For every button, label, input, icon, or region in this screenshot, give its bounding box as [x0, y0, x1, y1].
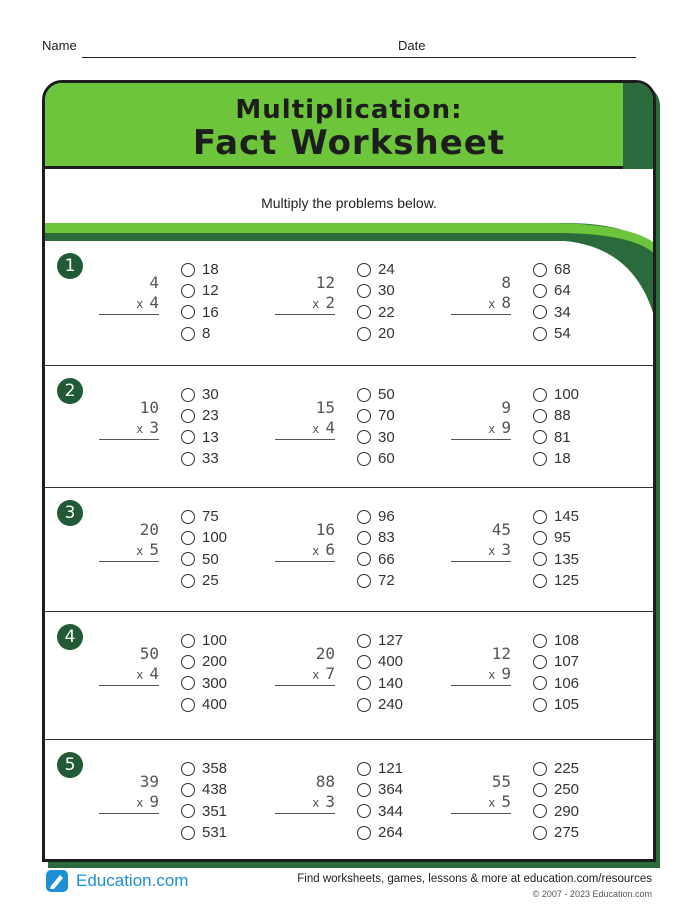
answer-choice[interactable] — [357, 323, 395, 344]
radio-bubble-icon[interactable] — [533, 655, 547, 669]
radio-bubble-icon[interactable] — [533, 574, 547, 588]
answer-choice-label: 358 — [202, 760, 228, 778]
times-sign: x — [136, 297, 144, 311]
answer-choice-label: 225 — [554, 760, 580, 778]
answer-choice-label: 23 — [202, 407, 219, 425]
answer-choice-label: 34 — [554, 303, 571, 321]
times-sign: x — [312, 668, 320, 682]
answer-choice[interactable] — [357, 527, 395, 548]
answer-choice[interactable] — [357, 448, 395, 469]
answer-choice-label: 72 — [378, 572, 395, 590]
multiplier-line — [99, 418, 159, 440]
multiplication-problem — [275, 398, 335, 440]
answer-choice[interactable] — [533, 506, 579, 527]
answer-choice-label: 264 — [378, 824, 404, 842]
answer-choice-label: 24 — [378, 261, 395, 279]
radio-bubble-icon[interactable] — [357, 698, 371, 712]
answer-choice-label: 240 — [378, 696, 404, 714]
answer-choice[interactable] — [357, 630, 403, 651]
answer-choice-label: 12 — [202, 282, 219, 300]
answer-choice-label: 81 — [554, 428, 571, 446]
radio-bubble-icon[interactable] — [357, 552, 371, 566]
multiplier: 9 — [501, 418, 511, 437]
multiplicand: 45 — [491, 520, 511, 539]
date-label: Date — [398, 38, 426, 53]
answer-choice-label: 108 — [554, 632, 580, 650]
radio-bubble-icon[interactable] — [357, 388, 371, 402]
answer-choice[interactable] — [533, 405, 579, 426]
multiplicand: 15 — [315, 398, 335, 417]
answer-choice[interactable] — [181, 427, 219, 448]
radio-bubble-icon[interactable] — [357, 409, 371, 423]
answer-choice-label: 364 — [378, 781, 404, 799]
row-number-badge: 3 — [57, 500, 83, 526]
answer-choice-label: 66 — [378, 550, 395, 568]
answer-choice-label: 30 — [378, 428, 395, 446]
radio-bubble-icon[interactable] — [181, 804, 195, 818]
footer-find-text[interactable]: Find worksheets, games, lessons & more at education.com/resources — [297, 873, 652, 885]
answer-choices — [357, 384, 395, 469]
answer-choice[interactable] — [181, 384, 219, 405]
answer-choice[interactable] — [181, 694, 227, 715]
answer-choice-label: 200 — [202, 653, 228, 671]
answer-choice-label: 54 — [554, 325, 571, 343]
multiplier: 5 — [149, 540, 159, 559]
multiplier-line — [275, 664, 335, 686]
answer-choice[interactable] — [181, 259, 219, 280]
multiplicand: 50 — [139, 644, 159, 663]
multiplier-line — [99, 664, 159, 686]
radio-bubble-icon[interactable] — [357, 452, 371, 466]
answer-choice-label: 25 — [202, 572, 219, 590]
radio-bubble-icon[interactable] — [533, 305, 547, 319]
answer-choice-label: 140 — [378, 674, 404, 692]
multiplicand: 4 — [149, 273, 159, 292]
radio-bubble-icon[interactable] — [533, 531, 547, 545]
answer-choices — [357, 630, 403, 715]
answer-choice[interactable] — [357, 758, 403, 779]
answer-choice-label: 107 — [554, 653, 580, 671]
multiplication-problem — [451, 273, 511, 315]
multiplier: 4 — [149, 664, 159, 683]
answer-choice-label: 18 — [554, 450, 571, 468]
times-sign: x — [312, 796, 320, 810]
multiplication-problem — [451, 772, 511, 814]
title-line-2: Fact Worksheet — [192, 123, 506, 163]
radio-bubble-icon[interactable] — [357, 783, 371, 797]
name-date-line — [42, 38, 636, 60]
answer-choice-label: 60 — [378, 450, 395, 468]
radio-bubble-icon[interactable] — [181, 655, 195, 669]
multiplier-line — [99, 293, 159, 315]
times-sign: x — [312, 297, 320, 311]
answer-choice[interactable] — [357, 259, 395, 280]
answer-choice-label: 68 — [554, 261, 571, 279]
answer-choice[interactable] — [533, 822, 579, 843]
answer-choice-label: 96 — [378, 508, 395, 526]
multiplicand: 16 — [315, 520, 335, 539]
answer-choice[interactable] — [533, 651, 579, 672]
answer-choices — [181, 384, 219, 469]
radio-bubble-icon[interactable] — [533, 804, 547, 818]
row-number-badge: 5 — [57, 752, 83, 778]
footer-copyright: © 2007 - 2023 Education.com — [532, 889, 652, 899]
answer-choice-label: 16 — [202, 303, 219, 321]
answer-choice[interactable] — [533, 527, 579, 548]
answer-choice[interactable] — [181, 549, 227, 570]
answer-choice-label: 100 — [202, 529, 228, 547]
radio-bubble-icon[interactable] — [181, 552, 195, 566]
answer-choices — [181, 506, 227, 591]
answer-choice[interactable] — [533, 694, 579, 715]
multiplicand: 8 — [501, 273, 511, 292]
multiplier-line — [99, 540, 159, 562]
radio-bubble-icon[interactable] — [181, 698, 195, 712]
multiplicand: 20 — [315, 644, 335, 663]
radio-bubble-icon[interactable] — [357, 531, 371, 545]
answer-choice-label: 22 — [378, 303, 395, 321]
radio-bubble-icon[interactable] — [533, 409, 547, 423]
answer-choice[interactable] — [357, 280, 395, 301]
answer-choices — [533, 758, 579, 843]
radio-bubble-icon[interactable] — [357, 305, 371, 319]
radio-bubble-icon[interactable] — [181, 452, 195, 466]
answer-choice[interactable] — [533, 280, 571, 301]
answer-choices — [357, 758, 403, 843]
answer-choice[interactable] — [533, 427, 579, 448]
answer-choice-label: 400 — [202, 696, 228, 714]
pencil-logo-icon — [44, 868, 70, 894]
multiplier: 3 — [501, 540, 511, 559]
problem-row — [45, 487, 653, 611]
answer-choice-label: 438 — [202, 781, 228, 799]
answer-choice[interactable] — [181, 822, 227, 843]
radio-bubble-icon[interactable] — [181, 284, 195, 298]
multiplication-problem — [99, 772, 159, 814]
answer-choice-label: 300 — [202, 674, 228, 692]
multiplier-line — [275, 792, 335, 814]
multiplication-problem — [275, 273, 335, 315]
answer-choice[interactable] — [533, 448, 579, 469]
answer-choice[interactable] — [533, 570, 579, 591]
multiplication-problem — [275, 644, 335, 686]
row-number-badge: 4 — [57, 624, 83, 650]
answer-choice-label: 50 — [202, 550, 219, 568]
radio-bubble-icon[interactable] — [357, 430, 371, 444]
answer-choice[interactable] — [181, 405, 219, 426]
title-line-1: Multiplication: — [235, 95, 463, 125]
multiplier: 2 — [325, 293, 335, 312]
answer-choice[interactable] — [357, 673, 403, 694]
problem-row — [45, 365, 653, 487]
answer-choice-label: 125 — [554, 572, 580, 590]
multiplier: 7 — [325, 664, 335, 683]
answer-choice-label: 344 — [378, 802, 404, 820]
multiplication-problem — [99, 273, 159, 315]
multiplier-line — [275, 418, 335, 440]
radio-bubble-icon[interactable] — [533, 762, 547, 776]
multiplication-problem — [451, 644, 511, 686]
radio-bubble-icon[interactable] — [357, 263, 371, 277]
times-sign: x — [136, 668, 144, 682]
answer-choices — [181, 758, 227, 843]
radio-bubble-icon[interactable] — [357, 327, 371, 341]
multiplier-line — [275, 293, 335, 315]
multiplier-line — [451, 418, 511, 440]
answer-choices — [533, 259, 571, 344]
answer-choices — [533, 384, 579, 469]
radio-bubble-icon[interactable] — [357, 676, 371, 690]
times-sign: x — [312, 544, 320, 558]
multiplier-line — [451, 540, 511, 562]
answer-choice[interactable] — [357, 694, 403, 715]
answer-choice-label: 100 — [554, 386, 580, 404]
answer-choice[interactable] — [533, 384, 579, 405]
answer-choice-label: 121 — [378, 760, 404, 778]
name-label: Name — [42, 38, 77, 53]
radio-bubble-icon[interactable] — [181, 762, 195, 776]
multiplicand: 12 — [491, 644, 511, 663]
radio-bubble-icon[interactable] — [181, 305, 195, 319]
answer-choice-label: 64 — [554, 282, 571, 300]
radio-bubble-icon[interactable] — [181, 783, 195, 797]
answer-choice[interactable] — [181, 280, 219, 301]
title-band — [45, 83, 653, 169]
multiplication-problem — [275, 772, 335, 814]
answer-choice[interactable] — [181, 673, 227, 694]
times-sign: x — [136, 422, 144, 436]
answer-choice[interactable] — [181, 448, 219, 469]
problem-row — [45, 739, 653, 862]
education-logo[interactable] — [44, 868, 188, 894]
multiplication-problem — [275, 520, 335, 562]
answer-choice-label: 83 — [378, 529, 395, 547]
answer-choice-label: 50 — [378, 386, 395, 404]
answer-choice[interactable] — [357, 549, 395, 570]
date-field[interactable] — [392, 57, 636, 58]
answer-choices — [533, 506, 579, 591]
radio-bubble-icon[interactable] — [357, 826, 371, 840]
multiplier: 6 — [325, 540, 335, 559]
answer-choice-label: 400 — [378, 653, 404, 671]
radio-bubble-icon[interactable] — [357, 762, 371, 776]
instructions: Multiply the problems below. — [261, 195, 437, 211]
radio-bubble-icon[interactable] — [533, 676, 547, 690]
answer-choice[interactable] — [181, 779, 227, 800]
multiplier-line — [451, 664, 511, 686]
answer-choice[interactable] — [357, 651, 403, 672]
multiplication-problem — [99, 644, 159, 686]
answer-choice-label: 88 — [554, 407, 571, 425]
answer-choices — [357, 506, 395, 591]
radio-bubble-icon[interactable] — [357, 804, 371, 818]
answer-choice[interactable] — [533, 302, 571, 323]
answer-choices — [357, 259, 395, 344]
times-sign: x — [136, 796, 144, 810]
answer-choice[interactable] — [533, 758, 579, 779]
answer-choice-label: 33 — [202, 450, 219, 468]
answer-choice-label: 95 — [554, 529, 571, 547]
radio-bubble-icon[interactable] — [181, 409, 195, 423]
answer-choice[interactable] — [533, 323, 571, 344]
times-sign: x — [488, 796, 496, 810]
multiplier: 4 — [325, 418, 335, 437]
multiplicand: 39 — [139, 772, 159, 791]
answer-choice-label: 30 — [378, 282, 395, 300]
radio-bubble-icon[interactable] — [533, 452, 547, 466]
multiplicand: 55 — [491, 772, 511, 791]
worksheet-frame — [42, 80, 656, 862]
times-sign: x — [488, 668, 496, 682]
answer-choice-label: 105 — [554, 696, 580, 714]
radio-bubble-icon[interactable] — [181, 327, 195, 341]
answer-choice[interactable] — [181, 801, 227, 822]
answer-choice[interactable] — [181, 630, 227, 651]
multiplicand: 9 — [501, 398, 511, 417]
answer-choice-label: 275 — [554, 824, 580, 842]
answer-choice-label: 135 — [554, 550, 580, 568]
answer-choice[interactable] — [357, 302, 395, 323]
radio-bubble-icon[interactable] — [181, 574, 195, 588]
radio-bubble-icon[interactable] — [533, 327, 547, 341]
multiplier-line — [275, 540, 335, 562]
answer-choice-label: 75 — [202, 508, 219, 526]
name-field[interactable] — [82, 57, 392, 58]
radio-bubble-icon[interactable] — [533, 263, 547, 277]
radio-bubble-icon[interactable] — [357, 655, 371, 669]
multiplication-problem — [99, 398, 159, 440]
answer-choice-label: 531 — [202, 824, 228, 842]
answer-choice[interactable] — [357, 779, 403, 800]
radio-bubble-icon[interactable] — [181, 826, 195, 840]
radio-bubble-icon[interactable] — [181, 510, 195, 524]
answer-choice[interactable] — [357, 570, 395, 591]
radio-bubble-icon[interactable] — [181, 531, 195, 545]
answer-choice[interactable] — [357, 822, 403, 843]
radio-bubble-icon[interactable] — [181, 388, 195, 402]
multiplier: 9 — [501, 664, 511, 683]
times-sign: x — [488, 544, 496, 558]
radio-bubble-icon[interactable] — [533, 284, 547, 298]
answer-choice[interactable] — [357, 384, 395, 405]
answer-choice-label: 13 — [202, 428, 219, 446]
times-sign: x — [488, 422, 496, 436]
multiplication-problem — [99, 520, 159, 562]
answer-choice[interactable] — [533, 779, 579, 800]
multiplicand: 20 — [139, 520, 159, 539]
answer-choice[interactable] — [181, 527, 227, 548]
radio-bubble-icon[interactable] — [357, 574, 371, 588]
multiplier: 3 — [325, 792, 335, 811]
radio-bubble-icon[interactable] — [181, 634, 195, 648]
times-sign: x — [312, 422, 320, 436]
radio-bubble-icon[interactable] — [181, 263, 195, 277]
multiplier: 4 — [149, 293, 159, 312]
radio-bubble-icon[interactable] — [533, 634, 547, 648]
multiplication-problem — [451, 520, 511, 562]
answer-choice-label: 250 — [554, 781, 580, 799]
answer-choice[interactable] — [181, 302, 219, 323]
answer-choice-label: 20 — [378, 325, 395, 343]
problem-row — [45, 611, 653, 739]
problem-row — [45, 235, 653, 365]
answer-choice[interactable] — [357, 801, 403, 822]
multiplicand: 10 — [139, 398, 159, 417]
multiplication-problem — [451, 398, 511, 440]
times-sign: x — [136, 544, 144, 558]
radio-bubble-icon[interactable] — [181, 430, 195, 444]
multiplier: 9 — [149, 792, 159, 811]
answer-choice[interactable] — [533, 801, 579, 822]
radio-bubble-icon[interactable] — [533, 552, 547, 566]
answer-choice[interactable] — [181, 323, 219, 344]
radio-bubble-icon[interactable] — [533, 430, 547, 444]
answer-choice[interactable] — [181, 570, 227, 591]
answer-choice[interactable] — [357, 427, 395, 448]
answer-choice[interactable] — [181, 651, 227, 672]
answer-choice[interactable] — [357, 506, 395, 527]
answer-choice[interactable] — [533, 549, 579, 570]
radio-bubble-icon[interactable] — [181, 676, 195, 690]
answer-choice-label: 30 — [202, 386, 219, 404]
answer-choice[interactable] — [181, 506, 227, 527]
radio-bubble-icon[interactable] — [357, 284, 371, 298]
radio-bubble-icon[interactable] — [533, 783, 547, 797]
answer-choice[interactable] — [533, 630, 579, 651]
answer-choices — [181, 630, 227, 715]
multiplicand: 88 — [315, 772, 335, 791]
answer-choice[interactable] — [357, 405, 395, 426]
multiplier: 3 — [149, 418, 159, 437]
answer-choice-label: 100 — [202, 632, 228, 650]
radio-bubble-icon[interactable] — [357, 510, 371, 524]
radio-bubble-icon[interactable] — [533, 826, 547, 840]
answer-choice-label: 70 — [378, 407, 395, 425]
answer-choice-label: 18 — [202, 261, 219, 279]
brand-name: Education.com — [76, 871, 189, 890]
answer-choice-label: 351 — [202, 802, 228, 820]
radio-bubble-icon[interactable] — [533, 698, 547, 712]
multiplier: 8 — [501, 293, 511, 312]
answer-choices — [181, 259, 219, 344]
answer-choices — [533, 630, 579, 715]
radio-bubble-icon[interactable] — [357, 634, 371, 648]
answer-choice-label: 127 — [378, 632, 404, 650]
multiplier: 5 — [501, 792, 511, 811]
answer-choice-label: 106 — [554, 674, 580, 692]
multiplicand: 12 — [315, 273, 335, 292]
answer-choice[interactable] — [533, 673, 579, 694]
radio-bubble-icon[interactable] — [533, 388, 547, 402]
multiplier-line — [451, 792, 511, 814]
radio-bubble-icon[interactable] — [533, 510, 547, 524]
answer-choice[interactable] — [533, 259, 571, 280]
answer-choice-label: 290 — [554, 802, 580, 820]
answer-choice[interactable] — [181, 758, 227, 779]
times-sign: x — [488, 297, 496, 311]
row-number-badge: 2 — [57, 378, 83, 404]
multiplier-line — [451, 293, 511, 315]
multiplier-line — [99, 792, 159, 814]
row-number-badge: 1 — [57, 253, 83, 279]
answer-choice-label: 8 — [202, 325, 211, 343]
answer-choice-label: 145 — [554, 508, 580, 526]
